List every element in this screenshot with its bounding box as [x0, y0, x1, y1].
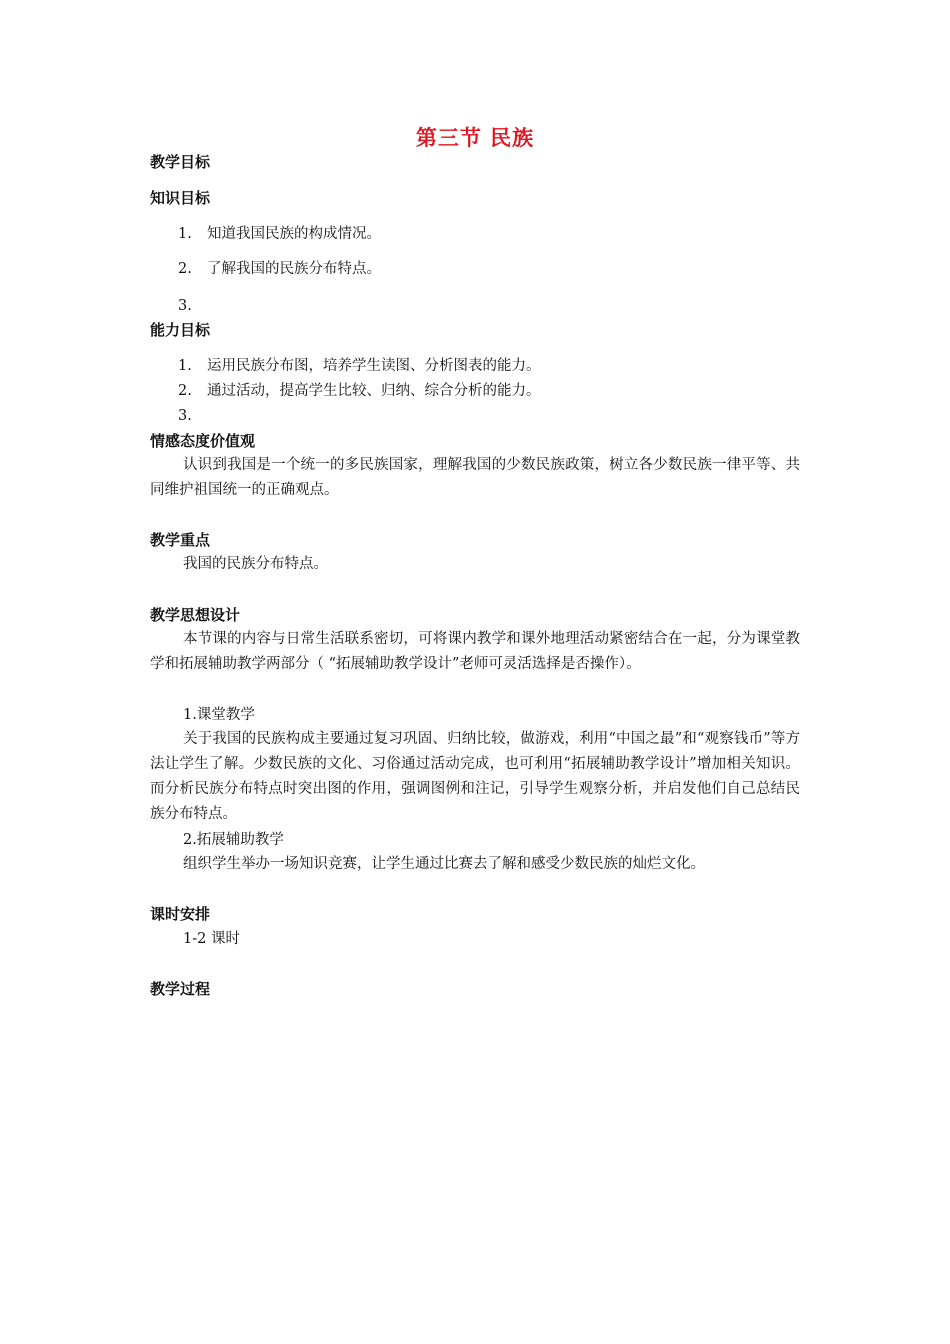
list-number: 3. — [178, 298, 192, 314]
heading-process: 教学过程 — [150, 980, 211, 998]
list-item — [178, 224, 381, 244]
list-number: 2. — [178, 383, 192, 399]
paragraph-emotion: 认识到我国是一个统一的多民族国家，理解我国的少数民族政策，树立各少数民族一律平等、共同维护祖国统一的正确观点。 — [150, 457, 800, 498]
subheading-classroom: 1.课堂教学 — [183, 707, 255, 723]
list-item — [178, 296, 207, 316]
subheading-extension: 2.拓展辅助教学 — [183, 832, 284, 848]
paragraph-extension: 组织学生举办一场知识竞赛，让学生通过比赛去了解和感受少数民族的灿烂文化。 — [183, 856, 705, 872]
paragraph-classroom: 关于我国的民族构成主要通过复习巩固、归纳比较，做游戏，利用“中国之最”和“观察钱币”等方法让学生了解。少数民族的文化、习俗通过活动完成，也可利用“拓展辅助教学设计”增加相关知识。而分析民族分布特点时突出图的作用，强调图例和注记，引导学生观察分析，并启发他们自己总结民族分布特点。 — [150, 731, 800, 822]
heading-design: 教学思想设计 — [150, 606, 241, 624]
list-text: 了解我国的民族分布特点。 — [207, 261, 381, 277]
page-title: 第三节 民族 — [415, 126, 535, 150]
list-text: 运用民族分布图，培养学生读图、分析图表的能力。 — [207, 358, 541, 374]
list-item — [178, 381, 541, 401]
heading-emotion: 情感态度价值观 — [150, 432, 256, 450]
list-item — [178, 406, 207, 426]
paragraph-focus: 我国的民族分布特点。 — [183, 556, 328, 572]
list-number: 1. — [178, 226, 192, 242]
paragraph-design-intro: 本节课的内容与日常生活联系密切，可将课内教学和课外地理活动紧密结合在一起，分为课堂教学和拓展辅助教学两部分（ “拓展辅助教学设计”老师可灵活选择是否操作）。 — [150, 631, 800, 672]
list-text: 通过活动，提高学生比较、归纳、综合分析的能力。 — [207, 383, 541, 399]
heading-focus: 教学重点 — [150, 531, 211, 549]
heading-objectives: 教学目标 — [150, 153, 211, 171]
heading-schedule: 课时安排 — [150, 905, 211, 923]
schedule-text: 1-2 课时 — [183, 931, 240, 947]
list-number: 1. — [178, 358, 192, 374]
list-number: 2. — [178, 261, 192, 277]
list-item — [178, 259, 381, 279]
list-text: 知道我国民族的构成情况。 — [207, 226, 381, 242]
list-item — [178, 356, 541, 376]
heading-ability: 能力目标 — [150, 321, 211, 339]
list-number: 3. — [178, 408, 192, 424]
heading-knowledge: 知识目标 — [150, 189, 211, 207]
